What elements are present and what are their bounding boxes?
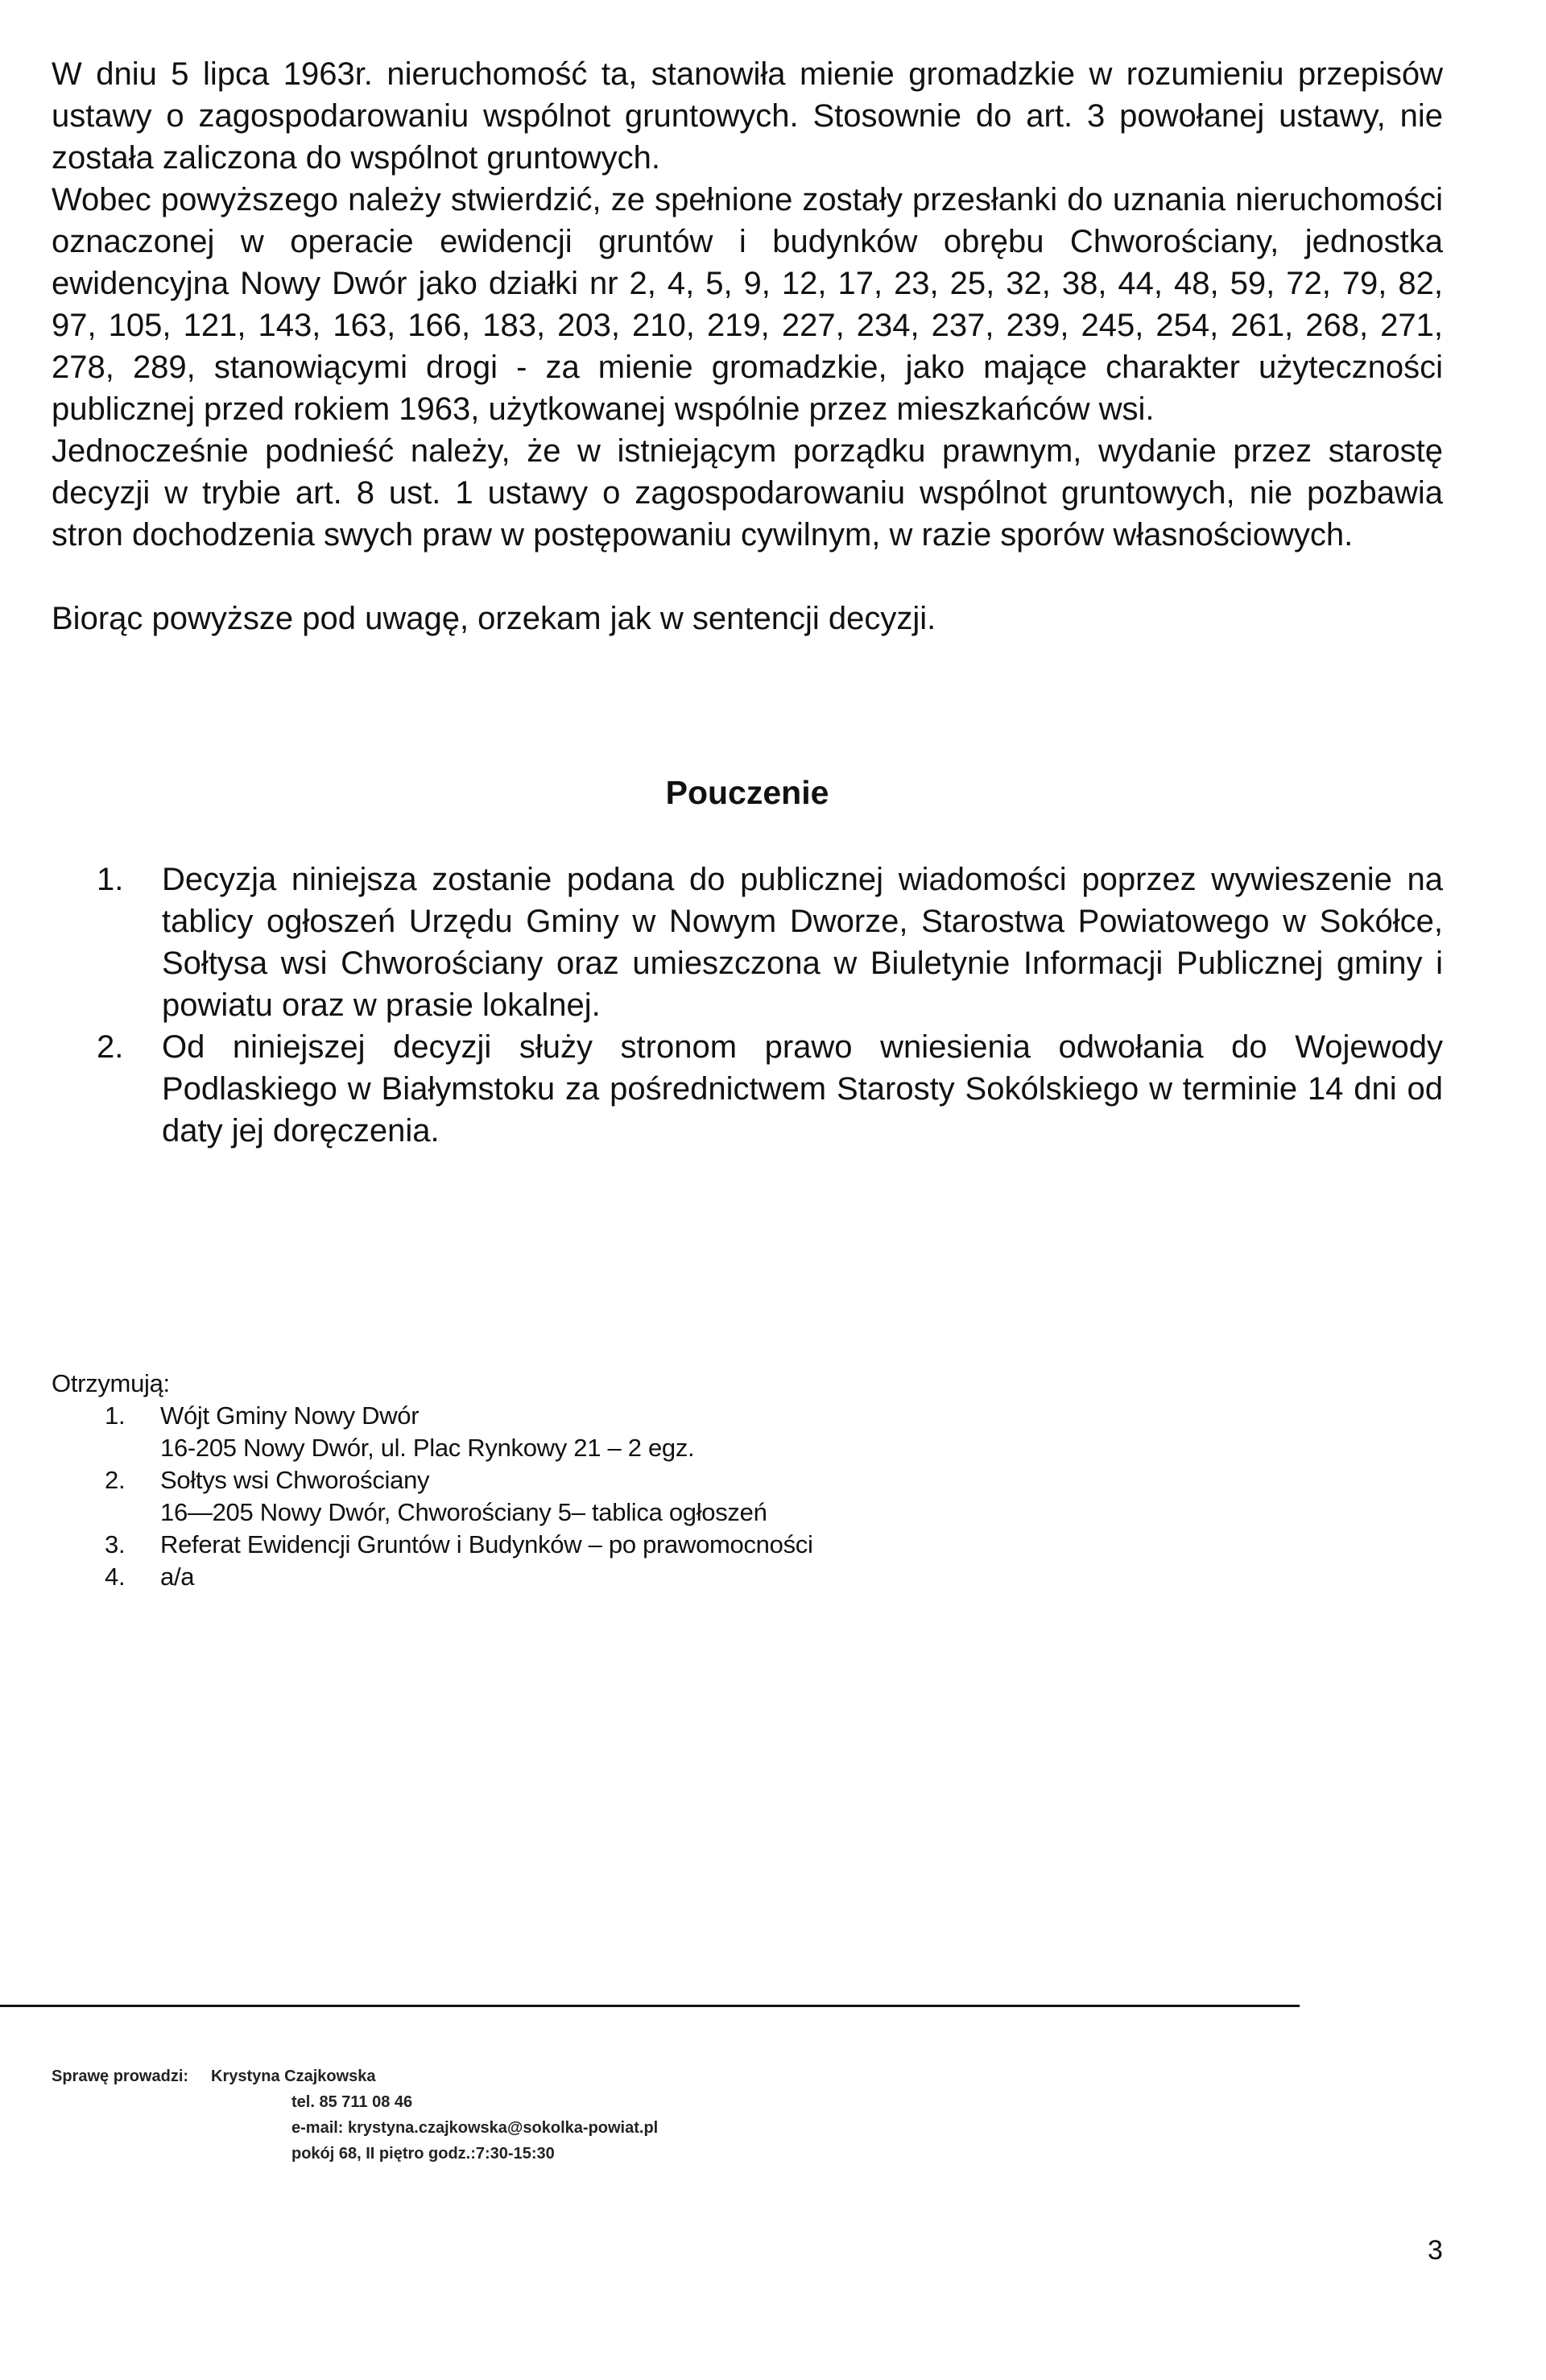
justification-text [52, 53, 1443, 639]
recipients-section [52, 1368, 1179, 1593]
instruction-text: Od niniejszej decyzji służy stronom prawo wniesienia odwołania do Wojewody Podlaskiego w Białymstoku za pośrednictwem Starosty Sokólskiego w terminie 14 dni od daty jej doręczenia. [162, 1029, 1443, 1149]
recipients-list [52, 1400, 1179, 1593]
recipient-name: Wójt Gminy Nowy Dwór [160, 1401, 420, 1430]
footer-divider [0, 2005, 1300, 2007]
recipient-address: 16—205 Nowy Dwór, Chworościany 5– tablica ogłoszeń [160, 1498, 767, 1526]
paragraph-civil-proceedings: Jednocześnie podnieść należy, że w istniejącym porządku prawnym, wydanie przez starostę decyzji w trybie art. 8 ust. 1 ustawy o zagospodarowaniu wspólnot gruntowych, nie pozbawia stron dochodzenia swych praw w postępowaniu cywilnym, w razie sporów własnościowych. [52, 433, 1443, 553]
instruction-text: Decyzja niniejsza zostanie podana do publicznej wiadomości poprzez wywieszenie na tablicy ogłoszeń Urzędu Gminy w Nowym Dworze, Starostwa Powiatowego w Sokółce, Sołtysa wsi Chworościany oraz umieszczona w Biuletynie Informacji Publicznej gminy i powiatu oraz w prasie lokalnej. [162, 862, 1443, 1023]
recipient-number: 3. [105, 1530, 126, 1558]
instruction-item [97, 1026, 1443, 1152]
case-officer-room: pokój 68, II piętro godz.:7:30-15:30 [291, 2145, 555, 2163]
recipients-label: Otrzymują: [52, 1369, 170, 1397]
instruction-item [97, 859, 1443, 1026]
recipient-number: 4. [105, 1563, 126, 1591]
paragraph-ruling: Biorąc powyższe pod uwagę, orzekam jak w sentencji decyzji. [52, 601, 936, 636]
case-officer-contact [52, 2063, 1098, 2167]
recipient-item [105, 1561, 1179, 1593]
recipient-item [105, 1529, 1179, 1561]
paragraph-conclusion-plots: Wobec powyższego należy stwierdzić, ze spełnione zostały przesłanki do uznania nieruchomości oznaczonej w operacie ewidencji gruntów i budynków obrębu Chworościany, jednostka ewidencyjna Nowy Dwór jako działki nr 2, 4, 5, 9, 12, 17, 23, 25, 32, 38, 44, 48, 59, 72, 79, 82, 97, 105, 121, 143, 163, 166, 183, 203, 210, 219, 227, 234, 237, 239, 245, 254, 261, 268, 271, 278, 289, stanowiącymi drogi - za mienie gromadzkie, jako mające charakter użyteczności publicznej przed rokiem 1963, użytkowanej wspólnie przez mieszkańców wsi. [52, 182, 1443, 427]
case-officer-phone: tel. 85 711 08 46 [291, 2093, 413, 2111]
recipient-number: 2. [105, 1466, 126, 1494]
case-officer-email: e-mail: krystyna.czajkowska@sokolka-powiat.pl [291, 2119, 659, 2137]
page-number: 3 [1428, 2235, 1443, 2266]
recipient-name: a/a [160, 1563, 195, 1591]
recipient-name: Referat Ewidencji Gruntów i Budynków – po prawomocności [160, 1530, 813, 1558]
instructions-heading: Pouczenie [665, 774, 829, 811]
recipient-address: 16-205 Nowy Dwór, ul. Plac Rynkowy 21 – 2 egz. [160, 1434, 695, 1462]
recipient-item [105, 1464, 1179, 1529]
recipient-item [105, 1400, 1179, 1464]
case-officer-label: Sprawę prowadzi: [52, 2067, 189, 2085]
instructions-list [97, 859, 1443, 1152]
recipient-name: Sołtys wsi Chworościany [160, 1466, 430, 1494]
recipient-number: 1. [105, 1401, 126, 1430]
case-officer-name: Krystyna Czajkowska [211, 2067, 376, 2085]
instruction-number: 2. [97, 1029, 124, 1065]
paragraph-1963-status: W dniu 5 lipca 1963r. nieruchomość ta, stanowiła mienie gromadzkie w rozumieniu przepisów ustawy o zagospodarowaniu wspólnot gruntowych. Stosownie do art. 3 powołanej ustawy, nie została zaliczona do wspólnot gruntowych. [52, 56, 1443, 176]
instruction-number: 1. [97, 862, 124, 897]
